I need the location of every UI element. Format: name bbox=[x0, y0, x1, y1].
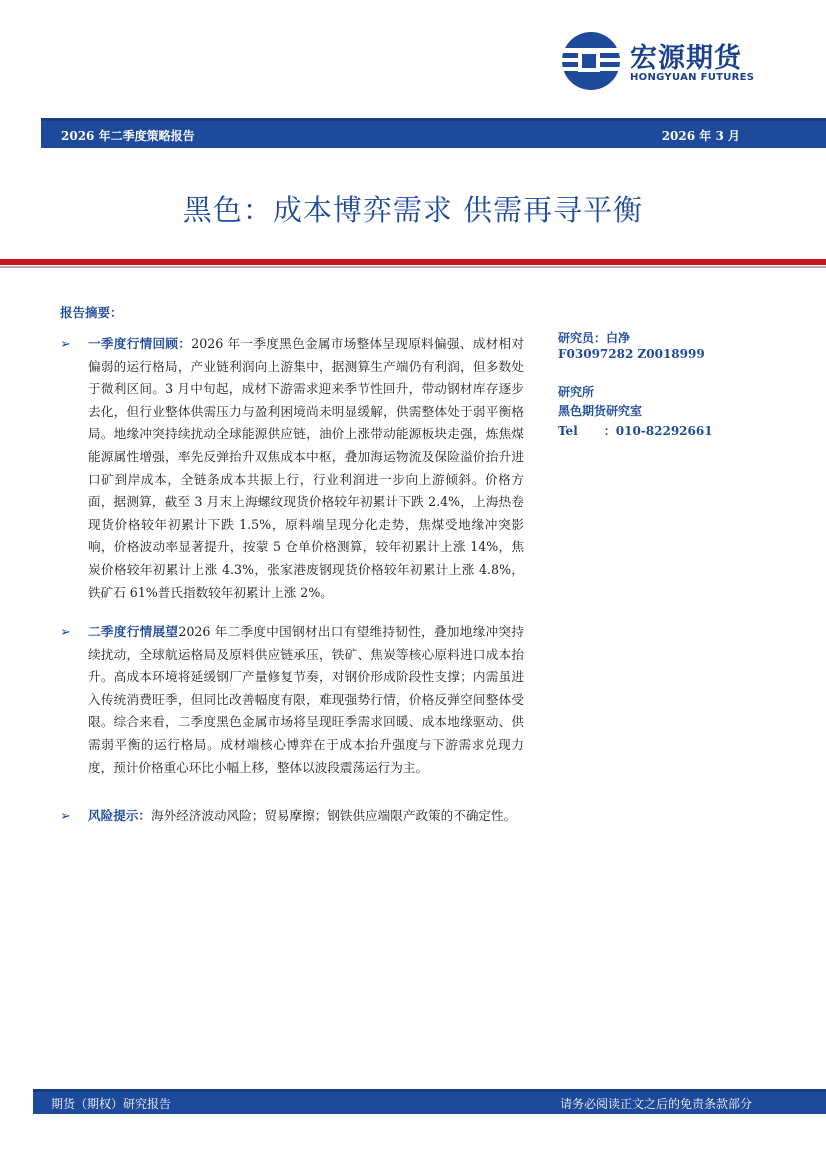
section-text: 2026 年二季度中国钢材出口有望维持韧性，叠加地缘冲突持续扰动，全球航运格局及原料供应链承压，铁矿、焦炭等核心原料进口成本抬升。高成本环境将延缓钢厂产量修复节奏，对钢价形成阶段性支撑；内需虽进入传统消费旺季，但同比改善幅度有限，难现强势行情，价格反弹空间整体受限。综合来看，二季度黑色金属市场将呈现旺季需求回暖、成本地缘驱动、供需弱平衡的运行格局。成材端核心博弈在于成本抬升强度与下游需求兑现力度，预计价格重心环比小幅上移，整体以波段震荡运行为主。 bbox=[88, 624, 524, 775]
section-heading: 风险提示： bbox=[88, 808, 151, 823]
logo-name-cn: 宏源期货 bbox=[630, 43, 742, 74]
section-paragraph bbox=[88, 333, 524, 604]
footer-report-kind: 期货（期权）研究报告 bbox=[51, 1097, 172, 1111]
abstract-label: 报告摘要： bbox=[60, 305, 123, 320]
report-date: 2026 年 3 月 bbox=[661, 129, 740, 143]
logo-mark-icon bbox=[560, 30, 622, 92]
analyst-license: F03097282 Z0018999 bbox=[558, 347, 705, 361]
institute-label: 研究所 bbox=[558, 385, 595, 399]
report-type: 2026 年二季度策略报告 bbox=[61, 129, 195, 143]
arrow-bullet-icon: ➢ bbox=[60, 337, 71, 352]
logo-name-en: HONGYUAN FUTURES bbox=[630, 72, 755, 83]
header-bar bbox=[41, 118, 826, 148]
tel-label: Tel bbox=[558, 424, 578, 438]
section-text: 2026 年一季度黑色金属市场整体呈现原料偏强、成材相对偏弱的运行格局，产业链利润向上游集中，据测算生产端仍有利润，但多数处于微利区间。3 月中旬起，成材下游需求迎来季节性回升，带动钢材库存逐步去化，但行业整体供需压力与盈利困境尚未明显缓解，供需整体处于弱平衡格局。地缘冲突持续扰动全球能源供应链，油价上涨带动能源板块走强，炼焦煤能源属性增强，率先反弹抬升双焦成本中枢，叠加海运物流及保险溢价抬升进口矿到岸成本，全链条成本共振上行，行业利润进一步向上游倾斜。价格方面，据测算，截至 3 月末上海螺纹现货价格较年初累计下跌 2.4%，上海热卷现货价格较年初累计下跌 1.5%，原料端呈现分化走势，焦煤受地缘冲突影响，价格波动率显著提升，按蒙 5 仓单价格测算，较年初累计上涨 14%，焦炭价格较年初累计上涨 4.3%，张家港废钢现货价格较年初累计上涨 4.8%，铁矿石 61%普氏指数较年初累计上涨 2%。 bbox=[88, 336, 524, 600]
institute-name: 黑色期货研究室 bbox=[558, 404, 643, 418]
section-text: 海外经济波动风险；贸易摩擦；钢铁供应端限产政策的不确定性。 bbox=[150, 808, 517, 823]
analyst-name: 研究员：白净 bbox=[558, 331, 631, 345]
title-divider-shadow bbox=[0, 266, 826, 268]
tel-value: ：010-82292661 bbox=[603, 424, 713, 438]
company-logo bbox=[560, 30, 760, 92]
contact-tel bbox=[558, 422, 713, 439]
title-divider bbox=[0, 259, 826, 265]
section-heading: 二季度行情展望 bbox=[88, 624, 179, 639]
footer-disclaimer: 请务必阅读正文之后的免责条款部分 bbox=[559, 1097, 752, 1111]
arrow-bullet-icon: ➢ bbox=[60, 625, 71, 640]
arrow-bullet-icon: ➢ bbox=[60, 809, 71, 824]
footer-bar bbox=[33, 1089, 826, 1114]
page-title: 黑色：成本博弈需求 供需再寻平衡 bbox=[182, 193, 644, 227]
section-paragraph bbox=[88, 621, 524, 779]
section-heading: 一季度行情回顾： bbox=[88, 336, 192, 351]
section-paragraph bbox=[88, 805, 524, 828]
